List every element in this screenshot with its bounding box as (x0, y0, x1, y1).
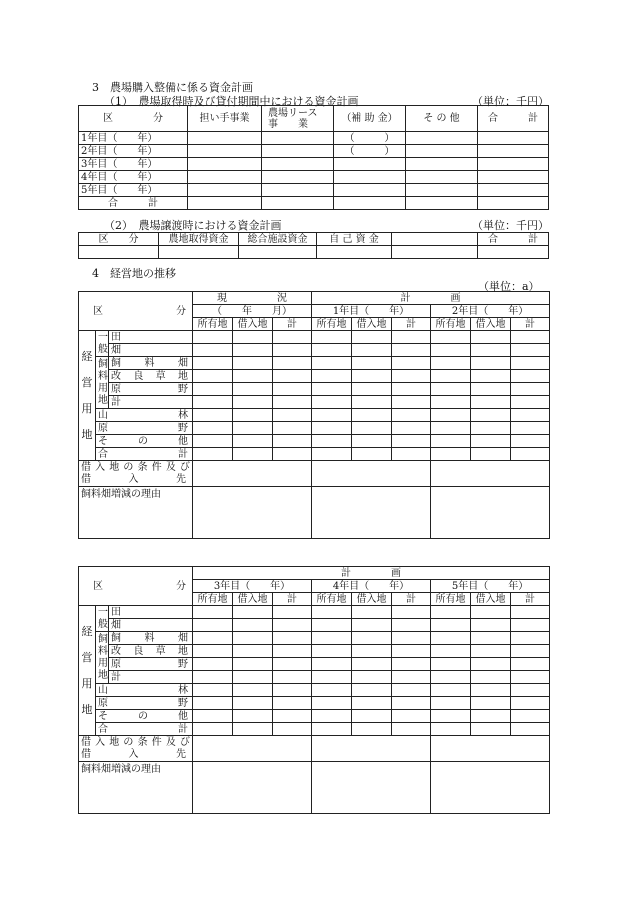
t2-header-jiko: 自 己 資 金 (317, 233, 392, 246)
row-genya2: 原 野 (96, 422, 193, 435)
row-kairyo: 改 良 草 地 (109, 645, 193, 658)
t2-header-total: 合 計 (478, 233, 549, 246)
col-shoyu: 所有地 (312, 318, 352, 331)
land-table-1 (78, 291, 550, 539)
sub1-unit: （単位：千円） (472, 95, 549, 108)
row-kei: 計 (109, 671, 193, 684)
sub1-title: （1） 農場取得時及び貸付期間中における資金計画 (104, 95, 359, 108)
col-kei: 計 (392, 593, 431, 606)
row-year5: 5年目（ 年） (79, 184, 188, 197)
col-shakunyu: 借入地 (471, 593, 511, 606)
transfer-plan-table (78, 232, 549, 259)
col-shoyu: 所有地 (193, 593, 233, 606)
row-total: 合 計 (79, 197, 188, 210)
header-ninaite: 担い手事業 (188, 106, 262, 132)
row-riyu: 飼料畑増減の理由 (79, 487, 193, 539)
header-other: そ の 他 (406, 106, 478, 132)
row-ta: 田 (109, 331, 193, 344)
keiei-label-2: 経 営 用 地 (79, 606, 96, 736)
t2-header-kubun: 区 分 (79, 233, 159, 246)
col-shakunyu: 借入地 (352, 318, 392, 331)
t2-header-nochi: 農地取得資金 (159, 233, 239, 246)
year2-header: 2年目（ 年） (431, 305, 550, 318)
year5-header: 5年目（ 年） (431, 580, 550, 593)
kubun-header-2: 区 分 (79, 567, 193, 606)
t2-header-sogo: 総合施設資金 (239, 233, 317, 246)
col-shoyu: 所有地 (431, 318, 471, 331)
row-genya2: 原 野 (96, 697, 193, 710)
row-goukei: 合 計 (96, 448, 193, 461)
row-shiryo-hata: 飼 料 畑 (109, 632, 193, 645)
section3-title: 3 農場購入整備に係る資金計画 (92, 81, 253, 94)
col-kei: 計 (511, 318, 550, 331)
genkyo-header: 現 況 (193, 292, 312, 305)
section4-title: 4 経営地の推移 (92, 267, 176, 280)
sub2-unit: （単位：千円） (472, 219, 549, 232)
section4-unit: （単位：a） (478, 280, 540, 293)
row-genya: 原 野 (109, 383, 193, 396)
row-ta: 田 (109, 606, 193, 619)
row-hata: 畑 (109, 344, 193, 357)
col-shakunyu: 借入地 (233, 318, 273, 331)
col-kei: 計 (392, 318, 431, 331)
ippan-label-2: 一 般 (96, 606, 109, 632)
col-shakunyu: 借入地 (471, 318, 511, 331)
t2-header-blank (392, 233, 478, 246)
row-year3: 3年目（ 年） (79, 158, 188, 171)
col-kei: 計 (273, 318, 312, 331)
header-lease: 農場リース 事 業 (262, 106, 334, 132)
row-sonota: そ の 他 (96, 710, 193, 723)
row-kei: 計 (109, 396, 193, 409)
header-kubun: 区 分 (79, 106, 188, 132)
year1-header: 1年目（ 年） (312, 305, 431, 318)
keikaku-header-2: 計 画 (193, 567, 550, 580)
col-shakunyu: 借入地 (233, 593, 273, 606)
row-year2: 2年目（ 年） (79, 145, 188, 158)
row-riyu: 飼料畑増減の理由 (79, 762, 193, 814)
col-shakunyu: 借入地 (352, 593, 392, 606)
shiryo-label-2: 飼 料 用 地 (96, 632, 109, 684)
subsidy-cell: （ ） (334, 145, 406, 158)
row-goukei: 合 計 (96, 723, 193, 736)
row-shakunyu: 借入地の条件及び 借 入 先 (79, 736, 193, 762)
row-year1: 1年目（ 年） (79, 132, 188, 145)
land-table-2 (78, 566, 550, 814)
year4-header: 4年目（ 年） (312, 580, 431, 593)
keiei-label: 経 営 用 地 (79, 331, 96, 461)
header-total: 合 計 (478, 106, 549, 132)
fund-plan-table (78, 105, 549, 210)
row-sanrin: 山 林 (96, 684, 193, 697)
subsidy-cell: （ ） (334, 132, 406, 145)
col-kei: 計 (511, 593, 550, 606)
row-genya: 原 野 (109, 658, 193, 671)
row-shiryo-hata: 飼 料 畑 (109, 357, 193, 370)
col-shoyu: 所有地 (431, 593, 471, 606)
sub2-title: （2） 農場譲渡時における資金計画 (104, 219, 282, 232)
row-sonota: そ の 他 (96, 435, 193, 448)
year3-header: 3年目（ 年） (193, 580, 312, 593)
kubun-header: 区 分 (79, 292, 193, 331)
col-shoyu: 所有地 (193, 318, 233, 331)
genkyo-year: （ 年 月） (193, 305, 312, 318)
row-kairyo: 改 良 草 地 (109, 370, 193, 383)
ippan-label: 一 般 (96, 331, 109, 357)
row-year4: 4年目（ 年） (79, 171, 188, 184)
header-subsidy: （補 助 金） (334, 106, 406, 132)
col-shoyu: 所有地 (312, 593, 352, 606)
shiryo-label: 飼 料 用 地 (96, 357, 109, 409)
row-hata: 畑 (109, 619, 193, 632)
row-shakunyu: 借入地の条件及び 借 入 先 (79, 461, 193, 487)
row-sanrin: 山 林 (96, 409, 193, 422)
keikaku-header: 計 画 (312, 292, 550, 305)
col-kei: 計 (273, 593, 312, 606)
